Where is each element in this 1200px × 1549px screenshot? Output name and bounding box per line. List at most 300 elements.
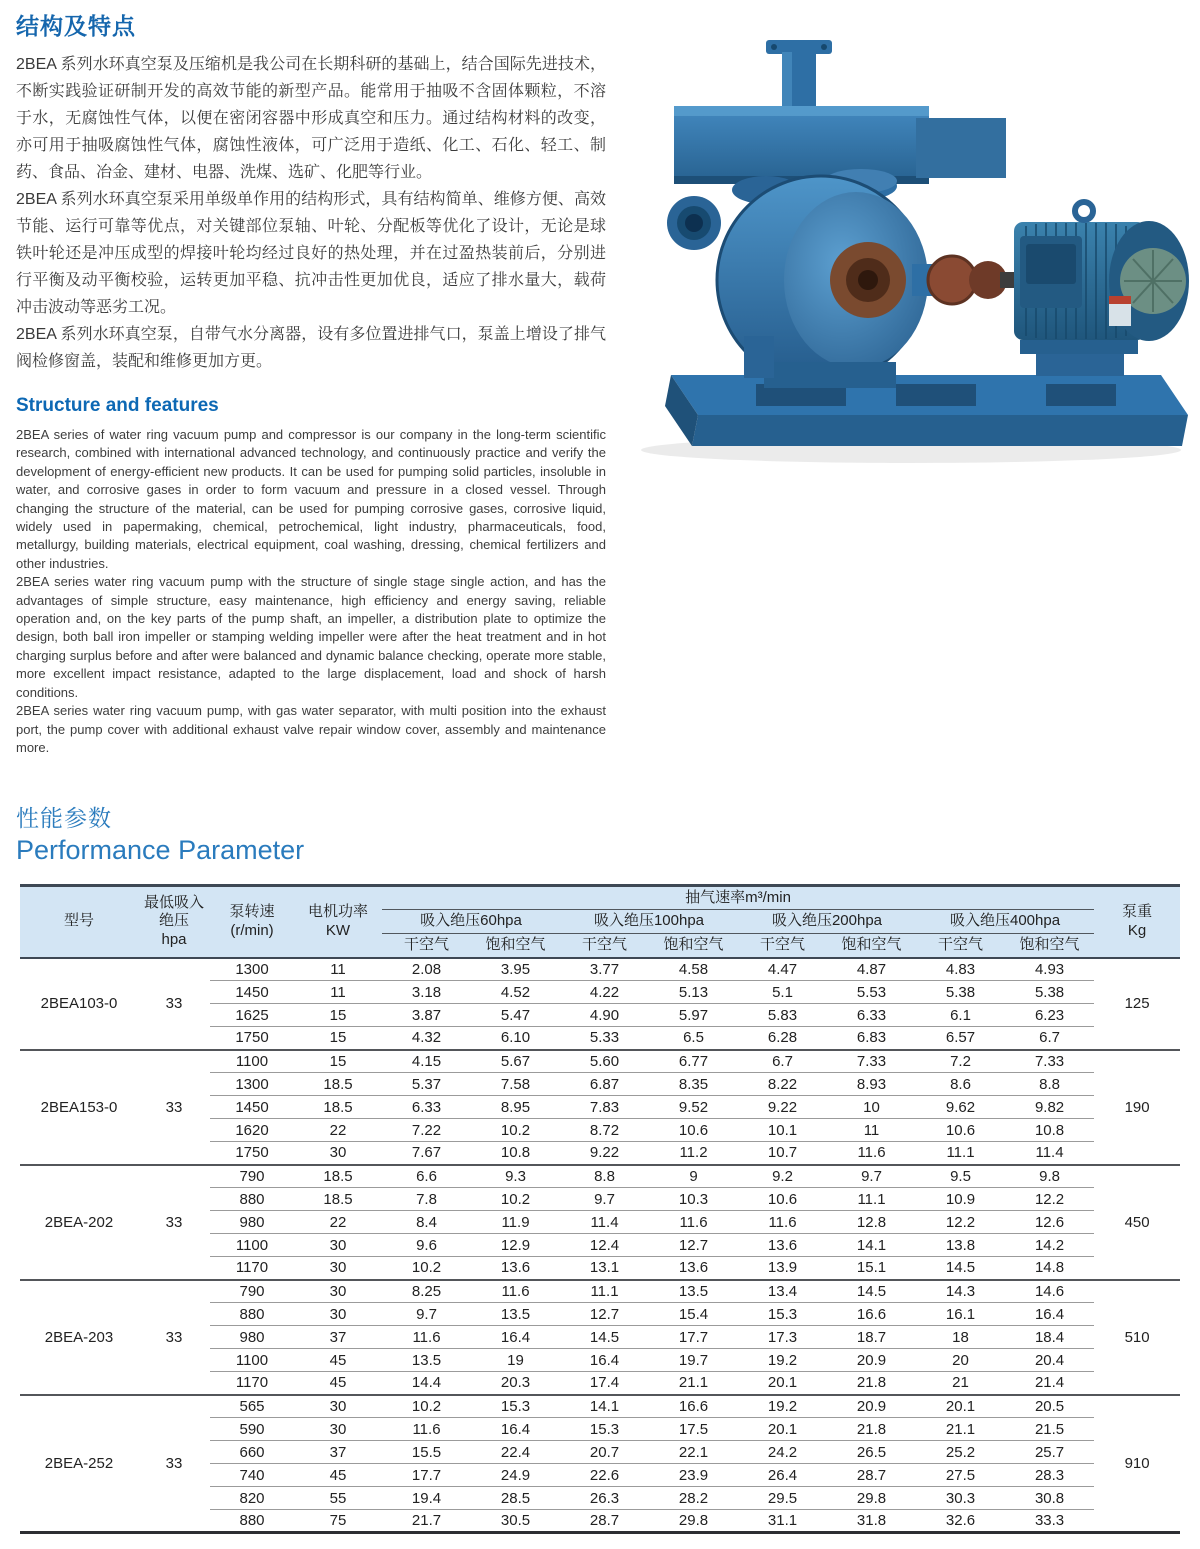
data-cell: 37 <box>294 1441 382 1464</box>
data-cell: 30 <box>294 1234 382 1257</box>
data-cell: 6.33 <box>382 1096 471 1119</box>
data-cell: 30 <box>294 1395 382 1418</box>
data-cell: 14.4 <box>382 1372 471 1395</box>
data-cell: 9.52 <box>649 1096 738 1119</box>
col-header-saturated-air: 饱和空气 <box>1005 934 1094 958</box>
data-cell: 14.8 <box>1005 1257 1094 1280</box>
en-paragraphs <box>16 426 606 757</box>
section-title-zh: 结构及特点 <box>16 13 136 39</box>
data-cell: 28.3 <box>1005 1464 1094 1487</box>
data-cell: 6.33 <box>827 1004 916 1027</box>
data-cell: 11.1 <box>827 1188 916 1211</box>
data-cell: 9.22 <box>560 1142 649 1165</box>
data-cell: 1100 <box>210 1050 294 1073</box>
data-cell: 3.87 <box>382 1004 471 1027</box>
data-cell: 8.25 <box>382 1280 471 1303</box>
data-cell: 10 <box>827 1096 916 1119</box>
col-header-speed: 泵转速 (r/min) <box>210 886 294 958</box>
data-cell: 19 <box>471 1349 560 1372</box>
col-header-dry-air: 干空气 <box>738 934 827 958</box>
data-cell: 5.38 <box>916 981 1005 1004</box>
col-header-100hpa: 吸入绝压100hpa <box>560 910 738 934</box>
data-cell: 9.6 <box>382 1234 471 1257</box>
model-cell: 2BEA-252 <box>20 1395 138 1533</box>
data-cell: 1750 <box>210 1142 294 1165</box>
data-cell: 15 <box>294 1050 382 1073</box>
data-cell: 20.1 <box>916 1395 1005 1418</box>
data-cell: 5.47 <box>471 1004 560 1027</box>
data-cell: 2.08 <box>411 960 442 978</box>
data-cell: 23.9 <box>649 1464 738 1487</box>
data-cell: 13.5 <box>471 1303 560 1326</box>
col-header-min-pressure: 最低吸入 绝压 hpa <box>138 886 210 958</box>
data-cell: 11.6 <box>738 1211 827 1234</box>
data-cell: 20.9 <box>827 1349 916 1372</box>
data-cell: 6.7 <box>1005 1027 1094 1050</box>
data-cell: 13.6 <box>471 1257 560 1280</box>
data-cell: 55 <box>294 1487 382 1510</box>
data-cell: 7.83 <box>560 1096 649 1119</box>
data-cell: 880 <box>210 1510 294 1533</box>
data-cell: 29.5 <box>738 1487 827 1510</box>
data-cell: 3.95 <box>500 960 531 978</box>
data-cell: 14.5 <box>827 1280 916 1303</box>
data-cell: 21.7 <box>382 1510 471 1533</box>
data-cell: 5.33 <box>560 1027 649 1050</box>
data-cell: 8.4 <box>382 1211 471 1234</box>
data-cell: 11.2 <box>649 1142 738 1165</box>
data-cell: 9 <box>649 1165 738 1188</box>
data-cell: 21.8 <box>827 1372 916 1395</box>
data-cell: 5.38 <box>1005 981 1094 1004</box>
col-header-saturated-air: 饱和空气 <box>649 934 738 958</box>
col-header-dry-air: 干空气 <box>560 934 649 958</box>
data-cell: 4.47 <box>767 960 798 978</box>
data-cell: 30 <box>294 1303 382 1326</box>
data-cell: 13.6 <box>738 1234 827 1257</box>
data-cell: 45 <box>294 1464 382 1487</box>
data-cell: 20.1 <box>738 1372 827 1395</box>
data-cell: 1300 <box>210 1073 294 1096</box>
zh-paragraph: 2BEA 系列水环真空泵采用单级单作用的结构形式，具有结构简单、维修方便、高效节能、运行可靠等优点，对关键部位泵轴、叶轮、分配板等优化了设计，无论是球铁叶轮还是冲压成型的焊接叶轮均经过良好的热处理，并在过盈热装前后，分别进行平衡及动平衡校验，运转更加平稳、抗冲击性更加优良，适应了排水量大，载荷冲击波动等恶劣工况。 <box>16 191 606 316</box>
data-cell: 30 <box>294 1257 382 1280</box>
data-cell: 24.9 <box>471 1464 560 1487</box>
data-cell: 25.2 <box>916 1441 1005 1464</box>
data-cell: 13.8 <box>916 1234 1005 1257</box>
data-cell: 18.5 <box>294 1188 382 1211</box>
data-cell: 4.87 <box>856 960 887 978</box>
data-cell: 9.8 <box>1005 1165 1094 1188</box>
data-cell: 8.6 <box>916 1073 1005 1096</box>
data-cell: 8.72 <box>560 1119 649 1142</box>
data-cell: 21.1 <box>649 1372 738 1395</box>
data-cell: 11 <box>827 1119 916 1142</box>
data-cell: 30.3 <box>916 1487 1005 1510</box>
table-row <box>20 958 1180 981</box>
data-cell: 4.15 <box>382 1050 471 1073</box>
data-cell: 11.6 <box>382 1326 471 1349</box>
data-cell: 7.22 <box>382 1119 471 1142</box>
data-cell: 10.9 <box>916 1188 1005 1211</box>
data-cell: 7.8 <box>382 1188 471 1211</box>
data-cell: 5.37 <box>382 1073 471 1096</box>
min-pressure-cell: 33 <box>138 1395 210 1533</box>
data-cell: 32.6 <box>916 1510 1005 1533</box>
data-cell: 19.2 <box>738 1395 827 1418</box>
model-cell: 2BEA-202 <box>20 1165 138 1280</box>
data-cell: 10.2 <box>471 1119 560 1142</box>
col-header-pumping-rate: 抽气速率m³/min <box>382 886 1094 910</box>
data-cell: 11 <box>294 981 382 1004</box>
col-header-dry-air: 干空气 <box>382 934 471 958</box>
data-cell: 9.7 <box>827 1165 916 1188</box>
table-row <box>20 1050 1180 1073</box>
data-cell: 10.8 <box>1005 1119 1094 1142</box>
data-cell: 15.4 <box>649 1303 738 1326</box>
col-header-saturated-air: 饱和空气 <box>471 934 560 958</box>
data-cell: 4.52 <box>471 981 560 1004</box>
data-cell: 4.83 <box>945 960 976 978</box>
data-cell: 26.4 <box>738 1464 827 1487</box>
weight-cell: 510 <box>1094 1280 1180 1395</box>
data-cell: 10.3 <box>649 1188 738 1211</box>
data-cell: 15.3 <box>471 1395 560 1418</box>
data-cell: 18.5 <box>294 1165 382 1188</box>
min-pressure-cell: 33 <box>138 1165 210 1280</box>
data-cell: 19.2 <box>738 1349 827 1372</box>
en-paragraph: 2BEA series water ring vacuum pump, with gas water separator, with multi position into the exhaust port, the pump cover with additional exhaust valve repair window cover, assembly and maintenance more. <box>16 703 606 755</box>
data-cell: 20.4 <box>1005 1349 1094 1372</box>
data-cell: 29.8 <box>649 1510 738 1533</box>
data-cell: 75 <box>294 1510 382 1533</box>
data-cell: 6.77 <box>649 1050 738 1073</box>
data-cell: 10.2 <box>471 1188 560 1211</box>
model-cell: 2BEA103-0 <box>40 995 118 1012</box>
data-cell: 4.32 <box>382 1027 471 1050</box>
data-cell: 28.7 <box>827 1464 916 1487</box>
data-cell: 7.33 <box>827 1050 916 1073</box>
data-cell: 1100 <box>210 1349 294 1372</box>
data-cell: 20.5 <box>1005 1395 1094 1418</box>
data-cell: 4.22 <box>560 981 649 1004</box>
data-cell: 17.7 <box>382 1464 471 1487</box>
en-paragraph: 2BEA series water ring vacuum pump with the structure of single stage single action, and has the advantages of simple structure, easy maintenance, high efficiency and energy saving, reliable operation and, on the key parts of the pump shaft, an impeller, a distribution plate to optimize the design, both ball iron impeller or stamping welding impeller were after the heat treatment and in hot charging surplus before and after were balanced and dynamic balance checking, operate more stable, more excellent impact resistance, adapted to the large displacement, load and shock of harsh conditions. <box>16 574 606 700</box>
data-cell: 11.4 <box>560 1211 649 1234</box>
data-cell: 14.3 <box>916 1280 1005 1303</box>
data-cell: 9.3 <box>471 1165 560 1188</box>
data-cell: 880 <box>210 1188 294 1211</box>
data-cell: 15.3 <box>738 1303 827 1326</box>
data-cell: 980 <box>210 1211 294 1234</box>
model-cell: 2BEA-203 <box>20 1280 138 1395</box>
data-cell: 980 <box>210 1326 294 1349</box>
data-cell: 33.3 <box>1005 1510 1094 1533</box>
vacuum-pump-illustration <box>616 18 1194 470</box>
data-cell: 9.7 <box>382 1303 471 1326</box>
weight-cell: 450 <box>1094 1165 1180 1280</box>
data-cell: 20.3 <box>471 1372 560 1395</box>
data-cell: 16.1 <box>916 1303 1005 1326</box>
data-cell: 4.58 <box>678 960 709 978</box>
data-cell: 20.1 <box>738 1418 827 1441</box>
data-cell: 30.8 <box>1005 1487 1094 1510</box>
data-cell: 4.90 <box>560 1004 649 1027</box>
section-title-en: Structure and features <box>16 395 219 416</box>
weight-cell: 125 <box>1124 995 1150 1012</box>
data-cell: 16.4 <box>471 1418 560 1441</box>
data-cell: 13.6 <box>649 1257 738 1280</box>
data-cell: 15.3 <box>560 1418 649 1441</box>
data-cell: 10.8 <box>471 1142 560 1165</box>
data-cell: 8.35 <box>649 1073 738 1096</box>
data-cell: 565 <box>210 1395 294 1418</box>
data-cell: 10.6 <box>649 1119 738 1142</box>
data-cell: 31.1 <box>738 1510 827 1533</box>
data-cell: 29.8 <box>827 1487 916 1510</box>
data-cell: 14.1 <box>827 1234 916 1257</box>
data-cell: 28.5 <box>471 1487 560 1510</box>
data-cell: 15 <box>294 1027 382 1050</box>
data-cell: 6.87 <box>560 1073 649 1096</box>
data-cell: 8.93 <box>827 1073 916 1096</box>
data-cell: 30 <box>294 1142 382 1165</box>
data-cell: 10.6 <box>738 1188 827 1211</box>
data-cell: 11.1 <box>560 1280 649 1303</box>
data-cell: 14.5 <box>560 1326 649 1349</box>
data-cell: 20 <box>916 1349 1005 1372</box>
weight-cell: 190 <box>1094 1050 1180 1165</box>
col-header-200hpa: 吸入绝压200hpa <box>738 910 916 934</box>
data-cell: 3.77 <box>589 960 620 978</box>
data-cell: 11.4 <box>1005 1142 1094 1165</box>
data-cell: 5.1 <box>738 981 827 1004</box>
data-cell: 12.9 <box>471 1234 560 1257</box>
data-cell: 11 <box>330 960 346 978</box>
data-cell: 10.6 <box>916 1119 1005 1142</box>
data-cell: 20.7 <box>560 1441 649 1464</box>
data-cell: 790 <box>210 1280 294 1303</box>
structure-section <box>16 8 606 757</box>
data-cell: 28.7 <box>560 1510 649 1533</box>
data-cell: 6.1 <box>916 1004 1005 1027</box>
data-cell: 3.18 <box>382 981 471 1004</box>
performance-section-heading <box>16 804 304 866</box>
data-cell: 9.5 <box>916 1165 1005 1188</box>
data-cell: 6.83 <box>827 1027 916 1050</box>
data-cell: 6.6 <box>382 1165 471 1188</box>
data-cell: 22 <box>294 1211 382 1234</box>
data-cell: 16.6 <box>827 1303 916 1326</box>
data-cell: 1625 <box>210 1004 294 1027</box>
data-cell: 21.1 <box>916 1418 1005 1441</box>
data-cell: 11.6 <box>471 1280 560 1303</box>
data-cell: 15.5 <box>382 1441 471 1464</box>
data-cell: 14.2 <box>1005 1234 1094 1257</box>
header-row-top <box>20 886 1180 910</box>
data-cell: 12.7 <box>560 1303 649 1326</box>
data-cell: 6.10 <box>471 1027 560 1050</box>
data-cell: 12.6 <box>1005 1211 1094 1234</box>
data-cell: 21.4 <box>1005 1372 1094 1395</box>
weight-cell: 910 <box>1094 1395 1180 1533</box>
data-cell: 7.67 <box>382 1142 471 1165</box>
data-cell: 1170 <box>210 1257 294 1280</box>
data-cell: 14.1 <box>560 1395 649 1418</box>
data-cell: 13.9 <box>738 1257 827 1280</box>
data-cell: 26.3 <box>560 1487 649 1510</box>
min-pressure-cell: 33 <box>138 1280 210 1395</box>
data-cell: 11.6 <box>827 1142 916 1165</box>
data-cell: 880 <box>210 1303 294 1326</box>
data-cell: 5.83 <box>738 1004 827 1027</box>
data-cell: 9.62 <box>916 1096 1005 1119</box>
performance-title-zh: 性能参数 <box>16 805 112 831</box>
zh-paragraph: 2BEA 系列水环真空泵，自带气水分离器，设有多位置进排气口，泵盖上增设了排气阀检修窗盖，装配和维修更加方更。 <box>16 326 606 370</box>
data-cell: 19.7 <box>649 1349 738 1372</box>
data-cell: 9.7 <box>560 1188 649 1211</box>
data-cell: 17.7 <box>649 1326 738 1349</box>
data-cell: 6.28 <box>738 1027 827 1050</box>
min-pressure-cell: 33 <box>138 1050 210 1165</box>
data-cell: 18.4 <box>1005 1326 1094 1349</box>
data-cell: 9.2 <box>738 1165 827 1188</box>
en-paragraph: 2BEA series of water ring vacuum pump and compressor is our company in the long-term scientific research, combined with international advanced technology, and continuously practice and verify the development of energy-efficient new products. It can be used for pumping solid particles, insoluble in water, and corrosive gases in order to form vacuum and pressure in a closed vessel. Through changing the structure of the material, can be used for pumping corrosive gases, corrosive liquid, widely used in papermaking, chemical, petrochemical, light industry, pharmaceuticals, food, metallurgy, building materials, electrical equipment, coal washing, dressing, chemical fertilizers and other industries. <box>16 427 606 571</box>
data-cell: 31.8 <box>827 1510 916 1533</box>
data-cell: 8.8 <box>560 1165 649 1188</box>
data-cell: 16.4 <box>471 1326 560 1349</box>
data-cell: 1100 <box>210 1234 294 1257</box>
data-cell: 5.67 <box>471 1050 560 1073</box>
data-cell: 11.6 <box>649 1211 738 1234</box>
performance-title-en: Performance Parameter <box>16 835 305 865</box>
data-cell: 20.9 <box>827 1395 916 1418</box>
data-cell: 25.7 <box>1005 1441 1094 1464</box>
data-cell: 16.4 <box>560 1349 649 1372</box>
data-cell: 15 <box>294 1004 382 1027</box>
data-cell: 10.7 <box>738 1142 827 1165</box>
data-cell: 18 <box>916 1326 1005 1349</box>
data-cell: 21.8 <box>827 1418 916 1441</box>
data-cell: 18.5 <box>294 1096 382 1119</box>
data-cell: 790 <box>210 1165 294 1188</box>
data-cell: 5.53 <box>827 981 916 1004</box>
data-cell: 22.6 <box>560 1464 649 1487</box>
col-header-dry-air: 干空气 <box>916 934 1005 958</box>
data-cell: 30 <box>294 1418 382 1441</box>
data-cell: 11.9 <box>471 1211 560 1234</box>
data-cell: 11.6 <box>382 1418 471 1441</box>
data-cell: 8.22 <box>738 1073 827 1096</box>
col-header-power: 电机功率 KW <box>294 886 382 958</box>
data-cell: 8.95 <box>471 1096 560 1119</box>
data-cell: 590 <box>210 1418 294 1441</box>
data-cell: 30 <box>294 1280 382 1303</box>
data-cell: 12.4 <box>560 1234 649 1257</box>
data-cell: 5.97 <box>649 1004 738 1027</box>
data-cell: 37 <box>294 1326 382 1349</box>
data-cell: 22.1 <box>649 1441 738 1464</box>
data-cell: 12.2 <box>916 1211 1005 1234</box>
data-cell: 5.13 <box>649 981 738 1004</box>
data-cell: 4.93 <box>1034 960 1065 978</box>
data-cell: 17.3 <box>738 1326 827 1349</box>
data-cell: 9.22 <box>738 1096 827 1119</box>
col-header-60hpa: 吸入绝压60hpa <box>382 910 560 934</box>
data-cell: 1450 <box>210 981 294 1004</box>
data-cell: 21.5 <box>1005 1418 1094 1441</box>
data-cell: 1450 <box>210 1096 294 1119</box>
data-cell: 5.60 <box>560 1050 649 1073</box>
data-cell: 26.5 <box>827 1441 916 1464</box>
data-cell: 18.7 <box>827 1326 916 1349</box>
table-header <box>20 886 1180 958</box>
data-cell: 22 <box>294 1119 382 1142</box>
table-row <box>20 1165 1180 1188</box>
performance-table <box>20 884 1180 1534</box>
model-cell: 2BEA153-0 <box>20 1050 138 1165</box>
data-cell: 6.5 <box>649 1027 738 1050</box>
col-header-400hpa: 吸入绝压400hpa <box>916 910 1094 934</box>
min-pressure-cell: 33 <box>165 995 183 1012</box>
data-cell: 10.1 <box>738 1119 827 1142</box>
col-header-saturated-air: 饱和空气 <box>827 934 916 958</box>
zh-paragraphs <box>16 51 606 375</box>
data-cell: 14.6 <box>1005 1280 1094 1303</box>
data-cell: 11.1 <box>916 1142 1005 1165</box>
data-cell: 45 <box>294 1372 382 1395</box>
data-cell: 18.5 <box>294 1073 382 1096</box>
data-cell: 13.1 <box>560 1257 649 1280</box>
data-cell: 1750 <box>210 1027 294 1050</box>
data-cell: 16.4 <box>1005 1303 1094 1326</box>
data-cell: 24.2 <box>738 1441 827 1464</box>
data-cell: 14.5 <box>916 1257 1005 1280</box>
data-cell: 12.2 <box>1005 1188 1094 1211</box>
data-cell: 21 <box>916 1372 1005 1395</box>
data-cell: 820 <box>210 1487 294 1510</box>
data-cell: 7.58 <box>471 1073 560 1096</box>
data-cell: 17.5 <box>649 1418 738 1441</box>
data-cell: 12.7 <box>649 1234 738 1257</box>
data-cell: 22.4 <box>471 1441 560 1464</box>
data-cell: 1300 <box>235 960 269 978</box>
data-cell: 27.5 <box>916 1464 1005 1487</box>
data-cell: 6.23 <box>1005 1004 1094 1027</box>
data-cell: 7.33 <box>1005 1050 1094 1073</box>
data-cell: 740 <box>210 1464 294 1487</box>
data-cell: 6.7 <box>738 1050 827 1073</box>
data-cell: 10.2 <box>382 1257 471 1280</box>
data-cell: 10.2 <box>382 1395 471 1418</box>
data-cell: 1620 <box>210 1119 294 1142</box>
data-cell: 19.4 <box>382 1487 471 1510</box>
data-cell: 16.6 <box>649 1395 738 1418</box>
data-cell: 1170 <box>210 1372 294 1395</box>
data-cell: 9.82 <box>1005 1096 1094 1119</box>
data-cell: 660 <box>210 1441 294 1464</box>
data-cell: 8.8 <box>1005 1073 1094 1096</box>
data-cell: 13.5 <box>382 1349 471 1372</box>
zh-paragraph: 2BEA 系列水环真空泵及压缩机是我公司在长期科研的基础上，结合国际先进技术，不断实践验证研制开发的高效节能的新型产品。能常用于抽吸不含固体颗粒，不溶于水，无腐蚀性气体，以便在密闭容器中形成真空和压力。通过结构材料的改变，亦可用于抽吸腐蚀性气体，腐蚀性液体，可广泛用于造纸、化工、石化、轻工、制药、食品、冶金、建材、电器、洗煤、选矿、化肥等行业。 <box>16 56 606 181</box>
data-cell: 30.5 <box>471 1510 560 1533</box>
col-header-model: 型号 <box>20 886 138 958</box>
data-cell: 13.4 <box>738 1280 827 1303</box>
data-cell: 7.2 <box>916 1050 1005 1073</box>
data-cell: 6.57 <box>916 1027 1005 1050</box>
table-row <box>20 1395 1180 1418</box>
col-header-weight: 泵重 Kg <box>1094 886 1180 958</box>
data-cell: 12.8 <box>827 1211 916 1234</box>
